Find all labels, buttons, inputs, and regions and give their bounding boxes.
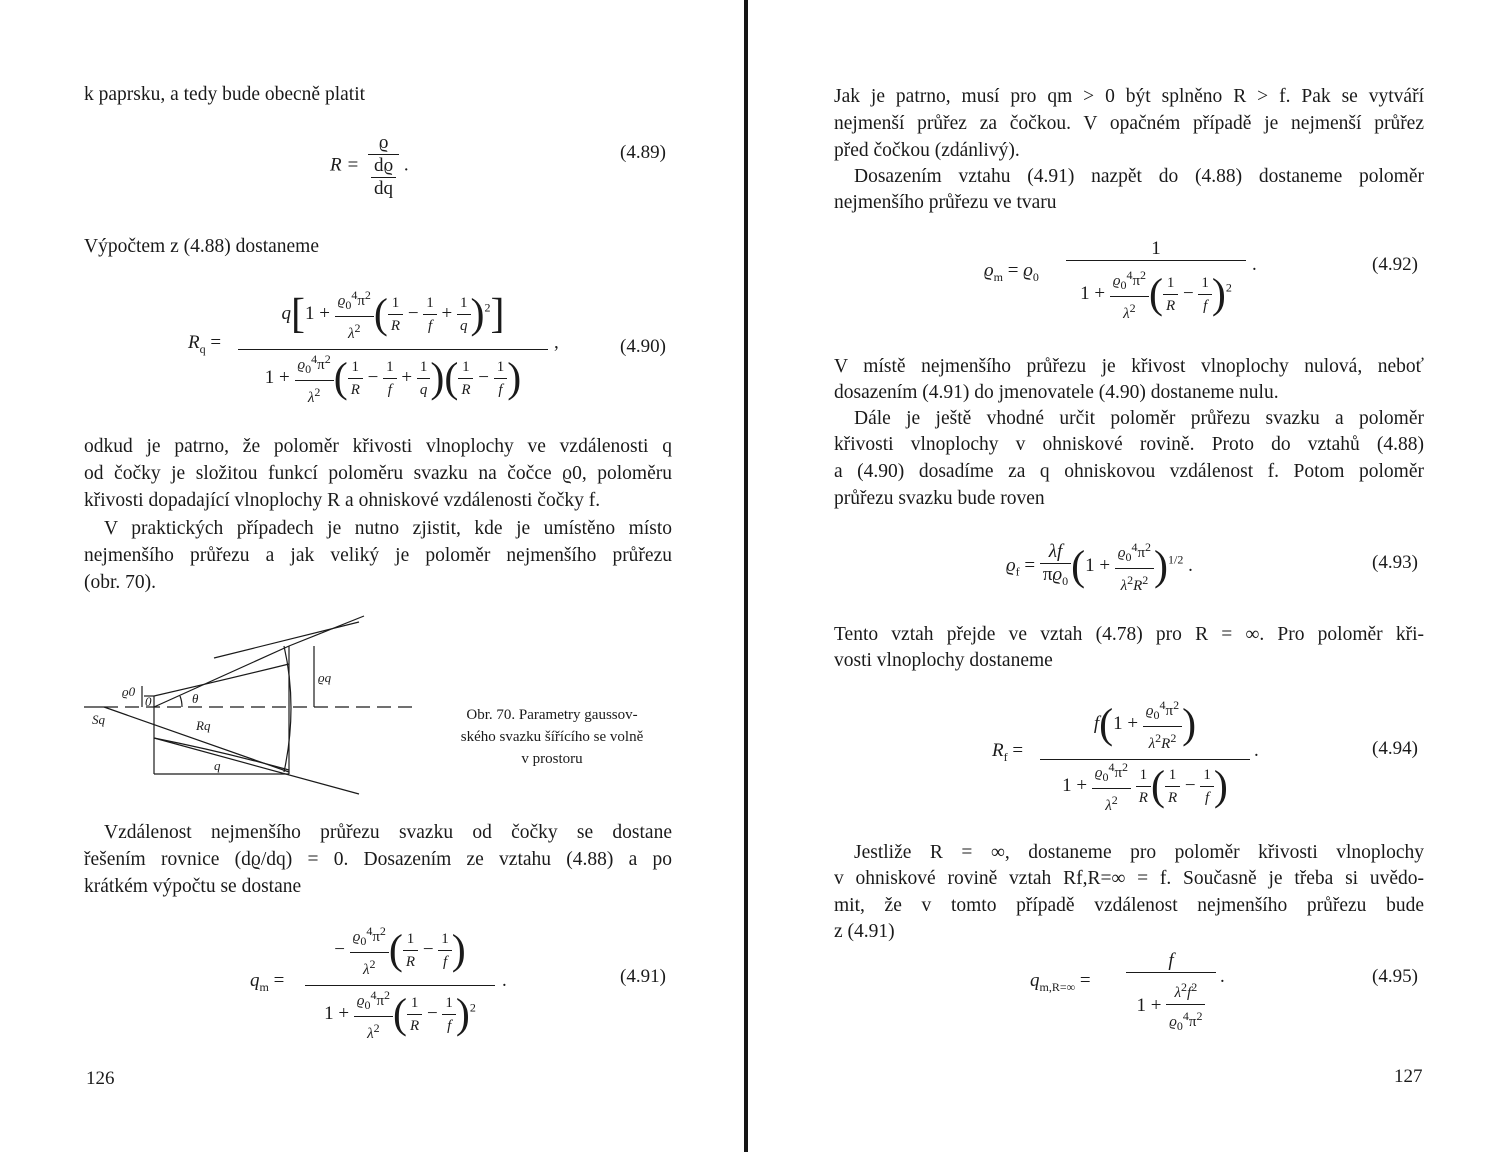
paragraph-dale-line-2: křivosti vlnoplochy v ohniskové rovině. Proto do vztahů (4.88)	[834, 434, 1424, 455]
caption-line-3: v prostoru	[521, 751, 583, 767]
theta-ray	[154, 646, 289, 707]
label-theta: θ	[192, 691, 199, 706]
equation-4-95: $q_{m,R=\infty}$ = f 1 + $\frac{\lambda^2f^2}{ϱ_0^4\pi^2}$ .	[1030, 950, 1225, 1033]
paragraph-krivost-line-1: V místě nejmenšího průřezu je křivost vlnoplochy nulová, neboť	[834, 356, 1424, 377]
paragraph-practical-line-3: (obr. 70).	[84, 572, 157, 593]
paragraph-dale-line-4: průřezu svazku bude roven	[834, 488, 1045, 509]
radius-line	[104, 707, 289, 772]
equation-4-92: $ϱ_m = ϱ_0$ 1 1 + $\frac{ϱ_0^4\pi^2}{\lambda^2}$ ( $\frac{1}{R}$ − $\frac{1}{f}$ )$^2$ .	[984, 238, 1257, 322]
equation-number-4-94: (4.94)	[1372, 738, 1418, 759]
theta-arc	[180, 696, 182, 707]
paragraph-radius-line-1: odkud je patrno, že poloměr křivosti vlnoplochy ve vzdálenosti q	[84, 436, 672, 457]
paragraph-tento-line-2: vosti vlnoplochy dostaneme	[834, 650, 1053, 671]
eq-lhs: R =	[330, 154, 360, 176]
equation-number-4-95: (4.95)	[1372, 966, 1418, 987]
label-Sq: Sq	[92, 712, 105, 727]
figure-70-beam-diagram	[84, 612, 414, 798]
beam-upper-edge	[154, 664, 289, 696]
label-rho-q: ϱq	[318, 670, 332, 685]
equation-4-91: $q_m$ = − $\frac{ϱ_0^4\pi^2}{\lambda^2}$ ( $\frac{1}{R}$ − $\frac{1}{f}$ ) 1 + $\frac{ϱ_0^4\pi^2}{\lambda^2}$ ( $\frac{1}{R}$ − $\frac{1}{f}$ )$^2$ .	[250, 920, 520, 1044]
label-q: q	[214, 758, 221, 773]
eq-num: ϱ	[368, 132, 399, 155]
paragraph-jestlize-line-4: z (4.91)	[834, 921, 895, 942]
paragraph-computation: Výpočtem z (4.88) dostaneme	[84, 236, 320, 257]
equation-number-4-91: (4.91)	[620, 966, 666, 987]
paragraph-intro: k paprsku, a tedy bude obecně platit	[84, 84, 366, 105]
paragraph-practical-line-1: V praktických případech je nutno zjistit, kde je umístěno místo	[104, 518, 672, 539]
figure-70-caption	[428, 704, 676, 770]
page-number-right: 127	[1394, 1066, 1423, 1087]
equation-4-90: $R_q$ = q[1 + $\frac{ϱ_0^4\pi^2}{\lambda^2}$ ( $\frac{1}{R}$ − $\frac{1}{f}$ + $\frac{1}{q}$ )$^2$] 1 + $\frac{ϱ_0^4\pi^2}{\lambda^2}$ ( $\frac{1}{R}$ − $\frac{1}{f}$ + $\frac{1}{q}$ )( $\frac{1}{R}$ − $\frac{1}{f}$ ) ,	[188, 284, 568, 408]
paragraph-dale-line-1: Dále je ještě vhodné určit poloměr průřezu svazku a poloměr	[854, 408, 1424, 429]
paragraph-jestlize-line-3: mit, že v tomto případě vzdálenost nejmenšího průřezu bude	[834, 895, 1424, 916]
paragraph-dosazenim-line-1: Dosazením vztahu (4.91) nazpět do (4.88) dostaneme poloměr	[854, 166, 1424, 187]
equation-number-4-89: (4.89)	[620, 142, 666, 163]
right-page	[752, 0, 1506, 1152]
paragraph-distance-line-3: krátkém výpočtu se dostane	[84, 876, 302, 897]
equation-number-4-93: (4.93)	[1372, 552, 1418, 573]
paragraph-patrno-line-1: Jak je patrno, musí pro qm > 0 být splněno R > f. Pak se vytváří	[834, 86, 1424, 107]
asymptote-upper	[289, 616, 364, 646]
label-origin: 0	[145, 694, 152, 709]
book-gutter	[744, 0, 748, 1152]
equation-4-94: $R_f$ = f(1 + $\frac{ϱ_0^4\pi^2}{\lambda^2R^2}$ ) 1 + $\frac{ϱ_0^4\pi^2}{\lambda^2}$ $\frac{1}{R}$ ( $\frac{1}{R}$ − $\frac{1}{f}$ ) .	[992, 694, 1282, 814]
paragraph-jestlize-line-2: v ohniskové rovině vztah Rf,R=∞ = f. Současně je třeba si uvědo-	[834, 868, 1424, 889]
paragraph-tento-line-1: Tento vztah přejde ve vztah (4.78) pro R = ∞. Pro poloměr kři-	[834, 624, 1424, 645]
page-number-left: 126	[86, 1068, 115, 1089]
asymptote-lower	[154, 738, 359, 794]
paragraph-radius-line-2: od čočky je složitou funkcí poloměru svazku na čočce ϱ0, poloměru	[84, 463, 672, 484]
equation-number-4-92: (4.92)	[1372, 254, 1418, 275]
equation-4-89: R = $\frac{ϱ}{\frac{dϱ}{dq}}$ .	[330, 132, 409, 199]
equation-number-4-90: (4.90)	[620, 336, 666, 357]
paragraph-dale-line-3: a (4.90) dosadíme za q ohniskovou vzdálenost f. Potom poloměr	[834, 461, 1424, 482]
paragraph-patrno-line-3: před čočkou (zdánlivý).	[834, 140, 1020, 161]
paragraph-practical-line-2: nejmenšího průřezu a jak veliký je poloměr nejmenšího průřezu	[84, 545, 672, 566]
paragraph-jestlize-line-1: Jestliže R = ∞, dostaneme pro poloměr křivosti vlnoplochy	[854, 842, 1424, 863]
paragraph-dosazenim-line-2: nejmenšího průřezu ve tvaru	[834, 192, 1057, 213]
paragraph-distance-line-1: Vzdálenost nejmenšího průřezu svazku od čočky se dostane	[104, 822, 672, 843]
caption-line-2: ského svazku šířícího se volně	[460, 729, 644, 745]
eq-den-den: dq	[374, 178, 394, 199]
caption-line-1: Obr. 70. Parametry gaussov-	[466, 707, 638, 723]
paragraph-radius-line-3: křivosti dopadající vlnoplochy R a ohniskové vzdálenosti čočky f.	[84, 490, 601, 511]
left-page	[0, 0, 745, 1152]
eq-den-num: dϱ	[371, 155, 396, 178]
ray-upper	[214, 622, 359, 658]
paragraph-krivost-line-2: dosazením (4.91) do jmenovatele (4.90) dostaneme nulu.	[834, 382, 1279, 403]
paragraph-patrno-line-2: nejmenší průřez za čočkou. V opačném případě je nejmenší průřez	[834, 113, 1424, 134]
equation-4-93: $ϱ_f$ = $\frac{\lambda f}{\pi ϱ_0}$ (1 + $\frac{ϱ_0^4\pi^2}{\lambda^2R^2}$ )$^{1/2}$ .	[1006, 536, 1266, 596]
label-Rq: Rq	[196, 718, 211, 733]
label-rho0: ϱ0	[122, 684, 136, 699]
paragraph-distance-line-2: řešením rovnice (dϱ/dq) = 0. Dosazením ze vztahu (4.88) a po	[84, 849, 672, 870]
